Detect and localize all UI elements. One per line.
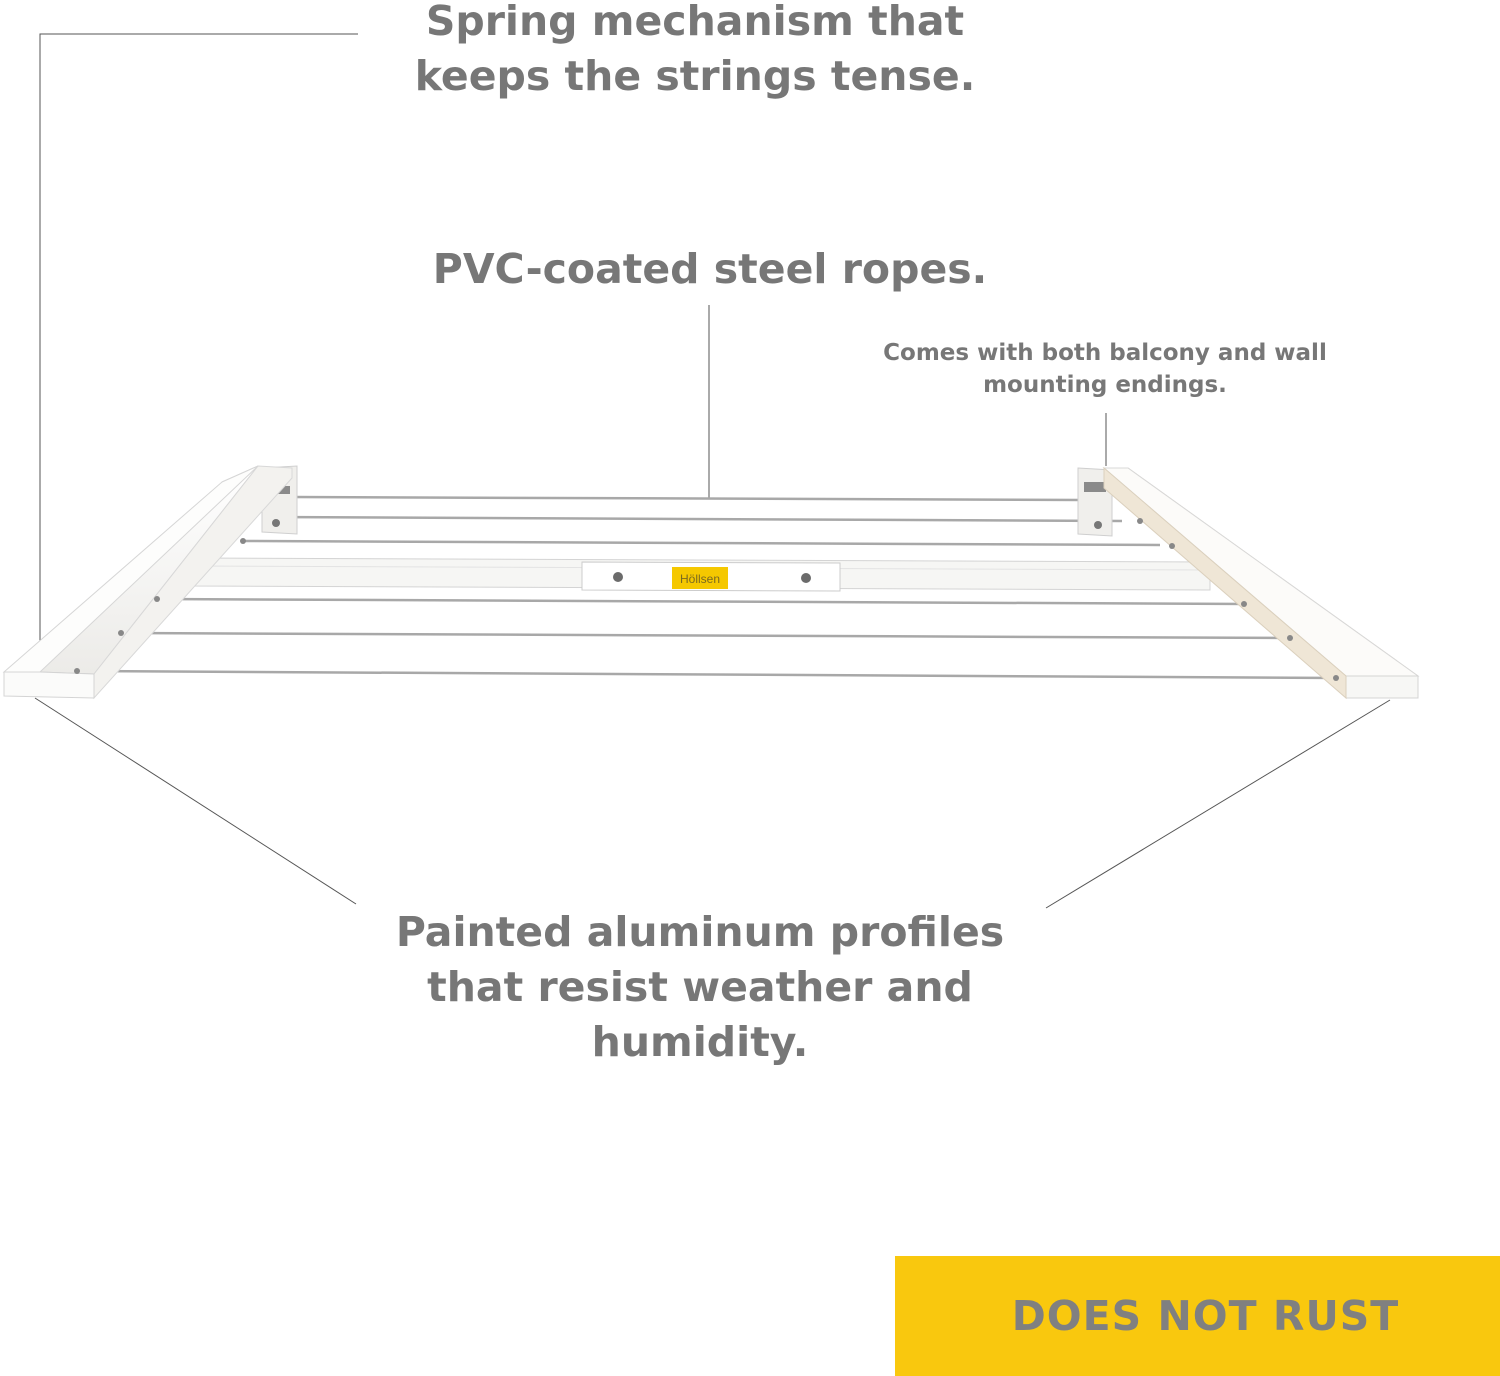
rope <box>268 517 1122 521</box>
annotation-line: Spring mechanism that <box>425 0 965 45</box>
rope <box>122 633 1292 638</box>
annotation-line: mounting endings. <box>983 372 1227 398</box>
front-ropes <box>78 599 1338 678</box>
aluminum-profiles-annotation <box>330 905 1070 1070</box>
annotation-line: keeps the strings tense. <box>414 52 976 100</box>
cross-bar <box>195 558 1210 591</box>
steel-ropes-annotation <box>330 242 1090 297</box>
does-not-rust-badge <box>895 1256 1500 1376</box>
annotation-line: Painted aluminum profiles <box>395 908 1005 956</box>
back-ropes <box>244 497 1160 545</box>
brand-label: Höllsen <box>679 572 721 586</box>
mounting-endings-annotation <box>830 337 1380 401</box>
annotation-line: that resist weather and <box>427 963 973 1011</box>
rope <box>158 599 1248 604</box>
annotation-line: Comes with both balcony and wall <box>883 340 1327 366</box>
annotation-line: PVC-coated steel ropes. <box>432 245 988 293</box>
annotation-line: humidity. <box>591 1018 809 1066</box>
badge-label: DOES NOT RUST <box>1011 1292 1400 1340</box>
rope <box>244 541 1160 545</box>
rope <box>78 671 1338 678</box>
rope <box>292 497 1082 500</box>
spring-mechanism-annotation <box>330 0 1060 104</box>
